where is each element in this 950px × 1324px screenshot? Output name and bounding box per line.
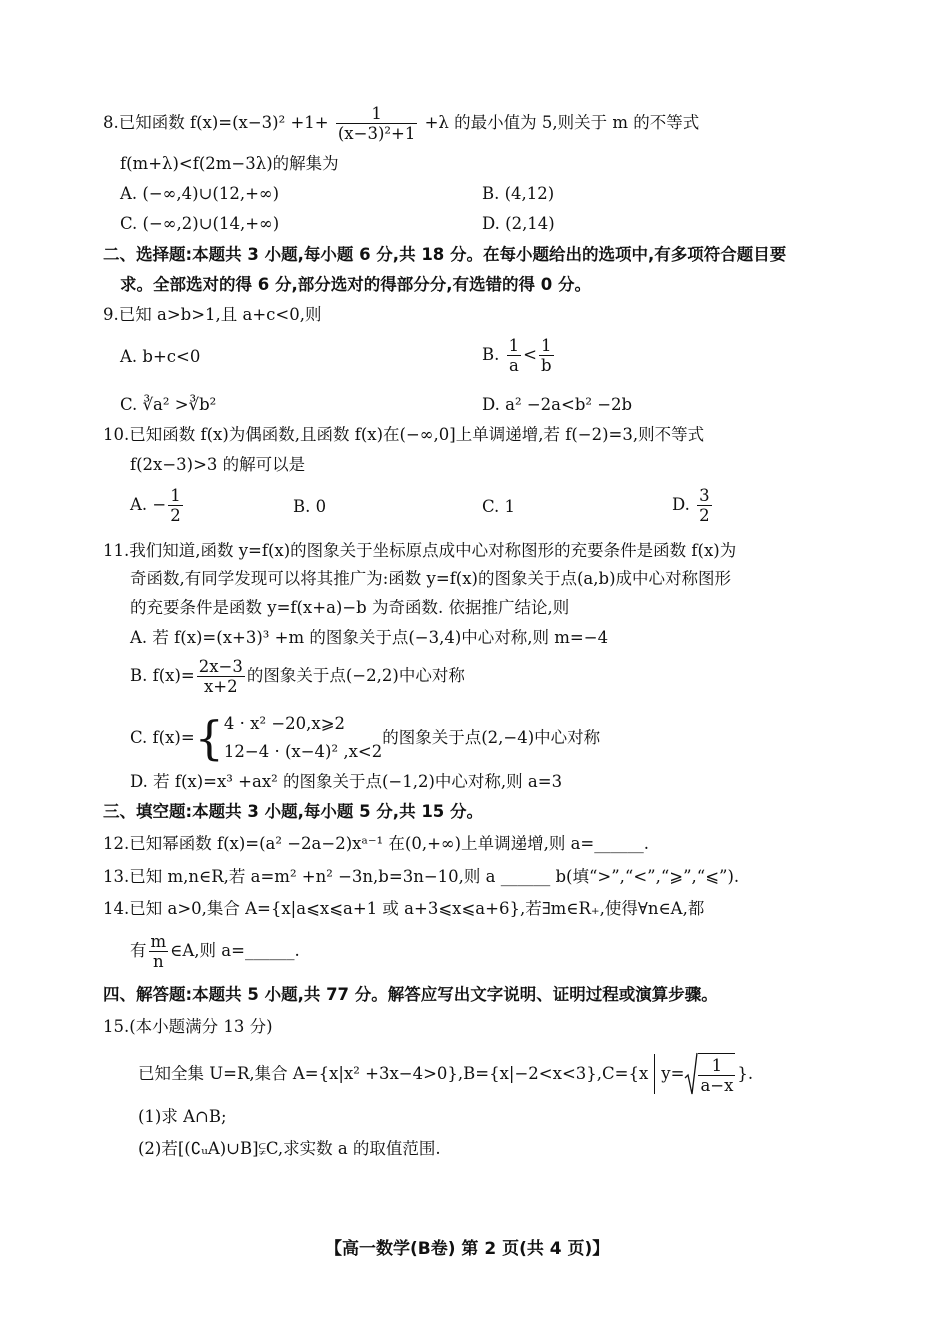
q10-option-a	[130, 486, 185, 525]
q8-option-c: C. (−∞,2)∪(14,+∞)	[120, 214, 280, 233]
q14-line2	[130, 932, 300, 971]
q11-line2: 奇函数,有同学发现可以将其推广为:函数 y=f(x)的图象关于点(a,b)成中心对称图形	[130, 569, 732, 588]
q8-line1-part2: +λ 的最小值为 5,则关于 m 的不等式	[424, 113, 700, 132]
q9-b-frac1-den: a	[508, 356, 519, 375]
section2-heading-line1: 二、选择题:本题共 3 小题,每小题 6 分,共 18 分。在每小题给出的选项中,有多项符合题目要	[103, 245, 787, 264]
q10-line1: 10.已知函数 f(x)为偶函数,且函数 f(x)在(−∞,0]上单调递增,若 f(−2)=3,则不等式	[103, 425, 705, 444]
q8-option-a: A. (−∞,4)∪(12,+∞)	[120, 184, 280, 203]
q11-line1: 11.我们知道,函数 y=f(x)的图象关于坐标原点成中心对称图形的充要条件是函数 f(x)为	[103, 541, 737, 560]
q15-part2: (2)若[(∁ᵤA)∪B]⫋C,求实数 a 的取值范围.	[138, 1139, 441, 1158]
section2-heading-line2: 求。全部选对的得 6 分,部分选对的得部分分,有选错的得 0 分。	[120, 275, 591, 294]
q9-b-label: B.	[482, 345, 500, 364]
q10-d-frac	[697, 486, 712, 525]
q8-frac-den: (x−3)²+1	[337, 124, 416, 143]
q14-frac	[149, 932, 169, 971]
q15-sqrt-frac	[698, 1053, 735, 1095]
q15-stem	[138, 1052, 753, 1096]
q15-sqrt-den: a−x	[700, 1076, 734, 1095]
q9-option-d: D. a² −2a<b² −2b	[482, 395, 633, 414]
q11-b-num: 2x−3	[198, 657, 243, 676]
q11-c-brace: {	[194, 711, 224, 765]
q10-option-d	[672, 486, 714, 525]
q11-c-case2: 12−4 · (x−4)² ,x<2	[223, 742, 383, 761]
q10-d-num: 3	[699, 486, 710, 505]
q15-stem-pre: 已知全集 U=R,集合 A={x|x² +3x−4>0},B={x|−2<x<3},C=	[138, 1064, 629, 1083]
q9-b-frac1-num: 1	[508, 336, 520, 355]
q15-set-close: }.	[737, 1064, 754, 1083]
q10-line2: f(2x−3)>3 的解可以是	[130, 455, 306, 474]
q14-den: n	[153, 952, 164, 971]
q10-option-b: B. 0	[293, 497, 327, 516]
q14-num: m	[150, 932, 167, 951]
q10-d-label: D.	[672, 495, 690, 514]
q11-c-case1: 4 · x² −20,x⩾2	[223, 714, 346, 733]
q12-text: 12.已知幂函数 f(x)=(a² −2a−2)xᵃ⁻¹ 在(0,+∞)上单调递增,则 a=______.	[103, 834, 649, 853]
q13-text: 13.已知 m,n∈R,若 a=m² +n² −3n,b=3n−10,则 a ______ b(填“>”,“<”,“⩾”,“⩽”).	[103, 867, 740, 886]
q11-c-post: 的图象关于点(2,−4)中心对称	[382, 728, 601, 747]
q11-c-cases	[224, 710, 382, 766]
q15-set-bar: y=	[661, 1064, 685, 1083]
q11-option-c	[130, 710, 600, 766]
q8-frac-num: 1	[336, 104, 417, 124]
q15-heading: 15.(本小题满分 13 分)	[103, 1017, 273, 1036]
q9-stem: 9.已知 a>b>1,且 a+c<0,则	[103, 305, 322, 324]
q11-c-pre: C. f(x)=	[130, 728, 195, 747]
q10-a-num: 1	[170, 486, 181, 505]
q11-option-a: A. 若 f(x)=(x+3)³ +m 的图象关于点(−3,4)中心对称,则 m=−4	[130, 628, 609, 647]
q10-a-den: 2	[170, 506, 181, 525]
q15-set-open: {x	[628, 1064, 649, 1083]
q14-pre: 有	[130, 941, 147, 960]
q9-b-frac2-num: 1	[539, 336, 554, 356]
q9-option-c: C. ∛a² >∛b²	[120, 395, 217, 414]
q11-b-frac	[197, 657, 245, 696]
q10-option-c: C. 1	[482, 497, 516, 516]
q9-b-frac2-den: b	[540, 356, 552, 375]
q15-sqrt-sign	[684, 1052, 698, 1096]
q8-line1	[103, 104, 699, 143]
page-footer: 【高一数学(B卷) 第 2 页(共 4 页)】	[325, 1239, 610, 1259]
q9-b-lt: <	[523, 345, 537, 364]
q8-line1-part1: 8.已知函数 f(x)=(x−3)² +1+	[103, 113, 329, 132]
q15-sqrt-num: 1	[698, 1056, 735, 1076]
q14-post: ∈A,则 a=______.	[170, 941, 300, 960]
q8-option-b: B. (4,12)	[482, 184, 555, 203]
section3-heading: 三、填空题:本题共 3 小题,每小题 5 分,共 15 分。	[103, 802, 484, 821]
q9-b-frac1	[507, 336, 522, 375]
q10-a-label: A. −	[130, 495, 167, 514]
q11-b-pre: B. f(x)=	[130, 666, 195, 685]
q10-d-den: 2	[699, 506, 710, 525]
q8-fraction	[336, 104, 417, 143]
section4-heading: 四、解答题:本题共 5 小题,共 77 分。解答应写出文字说明、证明过程或演算步骤。	[103, 985, 718, 1004]
q15-part1: (1)求 A∩B;	[138, 1107, 227, 1126]
q14-line1: 14.已知 a>0,集合 A={x|a⩽x⩽a+1 或 a+3⩽x⩽a+6},若∃m∈R₊,使得∀n∈A,都	[103, 899, 705, 918]
q9-option-a: A. b+c<0	[120, 347, 201, 366]
q11-option-d: D. 若 f(x)=x³ +ax² 的图象关于点(−1,2)中心对称,则 a=3	[130, 772, 563, 791]
q8-line2: f(m+λ)<f(2m−3λ)的解集为	[120, 154, 339, 173]
q8-option-d: D. (2,14)	[482, 214, 555, 233]
q11-line3: 的充要条件是函数 y=f(x+a)−b 为奇函数. 依据推广结论,则	[130, 598, 570, 617]
q9-option-b	[482, 336, 556, 375]
q10-a-frac	[168, 486, 183, 525]
q11-b-den: x+2	[203, 677, 238, 696]
q11-option-b	[130, 657, 465, 696]
q15-set-divider	[654, 1054, 655, 1094]
q9-b-frac2	[539, 336, 554, 375]
q11-b-post: 的图象关于点(−2,2)中心对称	[246, 666, 465, 685]
